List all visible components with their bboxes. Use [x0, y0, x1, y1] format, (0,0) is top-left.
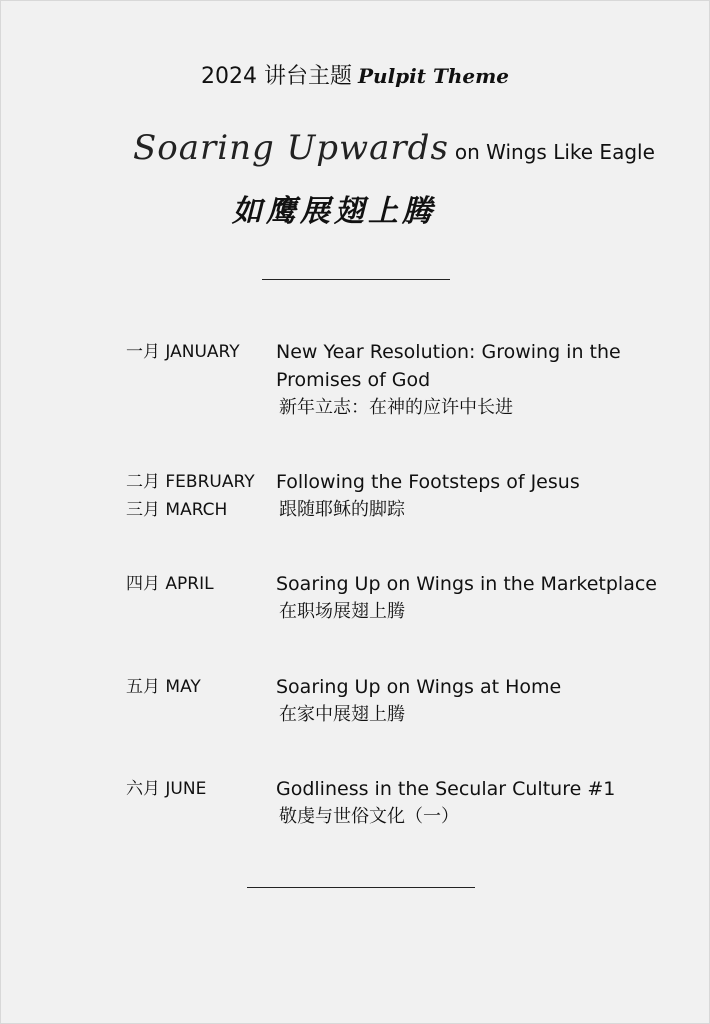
month-name: 五月 MAY [126, 677, 201, 697]
month-name: 四月 APRIL [126, 574, 214, 594]
theme-chinese: 敬虔与世俗文化（一） [279, 806, 459, 827]
divider-bottom [247, 887, 475, 888]
theme-chinese: 新年立志：在神的应许中长进 [279, 397, 513, 418]
month-label [126, 673, 276, 701]
sermon-theme [276, 775, 676, 831]
divider-top [262, 279, 450, 280]
month-label [126, 338, 276, 366]
theme-english: Following the Footsteps of Jesus [276, 471, 580, 493]
month-name: 一月 JANUARY [126, 342, 240, 362]
sermon-theme [276, 673, 676, 729]
month-name: 二月 FEBRUARY [126, 472, 255, 492]
theme-english: Soaring Up on Wings in the Marketplace [276, 573, 657, 595]
theme-tail-english: on Wings Like Eagle [454, 140, 655, 164]
title-english: Pulpit Theme [357, 64, 509, 88]
title-chinese: 2024 讲台主题 [201, 64, 352, 89]
theme-chinese: 在家中展翅上腾 [279, 704, 405, 725]
month-label [126, 775, 276, 803]
theme-english: Godliness in the Secular Culture #1 [276, 778, 616, 800]
month-label [126, 570, 276, 598]
sermon-theme [276, 338, 676, 422]
theme-script-chinese: 如鹰展翅上腾 [232, 194, 436, 229]
theme-chinese: 跟随耶稣的脚踪 [279, 499, 405, 520]
theme-english: New Year Resolution: Growing in the Promises of God [276, 341, 621, 391]
page-title [0, 60, 710, 93]
month-name: 六月 JUNE [126, 779, 207, 799]
month-name: 三月 MARCH [126, 500, 228, 520]
sermon-theme [276, 570, 676, 626]
sermon-theme [276, 468, 676, 524]
month-label [126, 468, 276, 524]
theme-banner-english [133, 128, 655, 168]
theme-script-english: Soaring Upwards [133, 128, 449, 168]
theme-english: Soaring Up on Wings at Home [276, 676, 562, 698]
theme-chinese: 在职场展翅上腾 [279, 601, 405, 622]
